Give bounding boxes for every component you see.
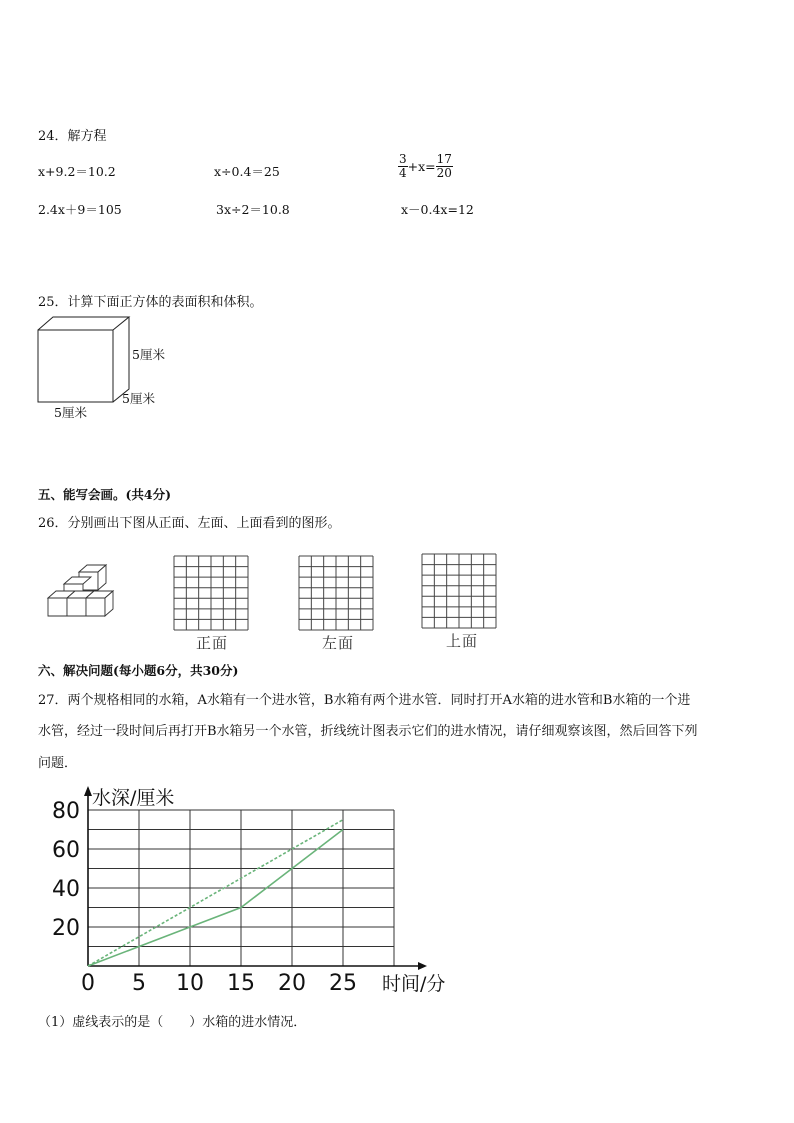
- cube-height-label: 5厘米: [132, 347, 165, 362]
- frac-den: 4: [399, 166, 407, 180]
- chart-y-axis-label: 水深/厘米: [92, 787, 175, 809]
- q25-title: 25．计算下面正方体的表面积和体积。: [38, 295, 263, 310]
- cube-figure: [36, 316, 136, 406]
- chart-series-solid-line: [88, 830, 343, 967]
- chart-y-tick-label: 60: [52, 838, 80, 863]
- cube-width-label: 5厘米: [54, 405, 87, 420]
- grid-top-view: [421, 553, 497, 629]
- equation-4: 2.4x＋9＝105: [38, 202, 122, 217]
- grid-front-view: [173, 555, 249, 631]
- view-label-top: 上面: [446, 632, 479, 650]
- q27-sub-question-1: （1）虚线表示的是（ ）水箱的进水情况．: [38, 1015, 307, 1030]
- equation-3-mid: +x=: [407, 159, 436, 174]
- chart-series-dashed-line: [88, 820, 343, 966]
- q26-title: 26．分别画出下图从正面、左面、上面看到的图形。: [38, 516, 341, 531]
- q27-line-3: 问题．: [38, 756, 78, 771]
- water-depth-line-chart: [40, 780, 470, 1000]
- chart-y-axis-arrow: [84, 786, 92, 796]
- chart-y-tick-label: 20: [52, 916, 80, 941]
- stacked-cubes-figure: [44, 563, 124, 625]
- section-5-title: 五、能写会画。(共4分): [38, 487, 172, 502]
- cube-block: [67, 598, 86, 616]
- equation-6: x－0.4x=12: [401, 202, 474, 217]
- chart-x-tick-label: 25: [329, 971, 357, 996]
- chart-x-tick-label: 20: [278, 971, 306, 996]
- chart-x-tick-label: 0: [81, 971, 95, 996]
- cube-depth-label: 5厘米: [122, 391, 155, 406]
- equation-5: 3x÷2＝10.8: [216, 202, 290, 217]
- view-label-left: 左面: [322, 634, 355, 652]
- q24-title: 24．解方程: [38, 129, 107, 144]
- grid-left-view: [298, 555, 374, 631]
- chart-x-tick-label: 15: [227, 971, 255, 996]
- fraction-seventeen-twentieths: [436, 153, 453, 180]
- fraction-three-quarters: [398, 153, 408, 180]
- equation-2: x÷0.4＝25: [214, 164, 280, 179]
- section-6-title: 六、解决问题(每小题6分，共30分): [38, 663, 239, 678]
- frac-num: 3: [399, 152, 407, 166]
- q27-line-1: 27．两个规格相同的水箱，A水箱有一个进水管，B水箱有两个进水管．同时打开A水箱的进水管和B水箱的一个进: [38, 693, 691, 708]
- view-label-front: 正面: [196, 634, 229, 652]
- frac-den: 20: [436, 166, 452, 180]
- cube-front-face: [38, 330, 113, 402]
- chart-x-axis-label: 时间/分: [382, 973, 446, 995]
- chart-x-axis-arrow: [418, 962, 427, 970]
- equation-1: x+9.2＝10.2: [38, 164, 116, 179]
- cube-block: [86, 598, 105, 616]
- chart-y-tick-label: 80: [52, 799, 80, 824]
- frac-num: 17: [436, 152, 452, 166]
- chart-y-tick-label: 40: [52, 877, 80, 902]
- chart-x-tick-label: 5: [132, 971, 146, 996]
- equation-3: [398, 153, 453, 180]
- chart-x-tick-label: 10: [176, 971, 204, 996]
- cube-top-face: [38, 317, 129, 330]
- q27-line-2: 水管，经过一段时间后再打开B水箱另一个水管，折线统计图表示它们的进水情况，请仔细观察该图，然后回答下列: [38, 724, 698, 739]
- cube-block: [48, 598, 67, 616]
